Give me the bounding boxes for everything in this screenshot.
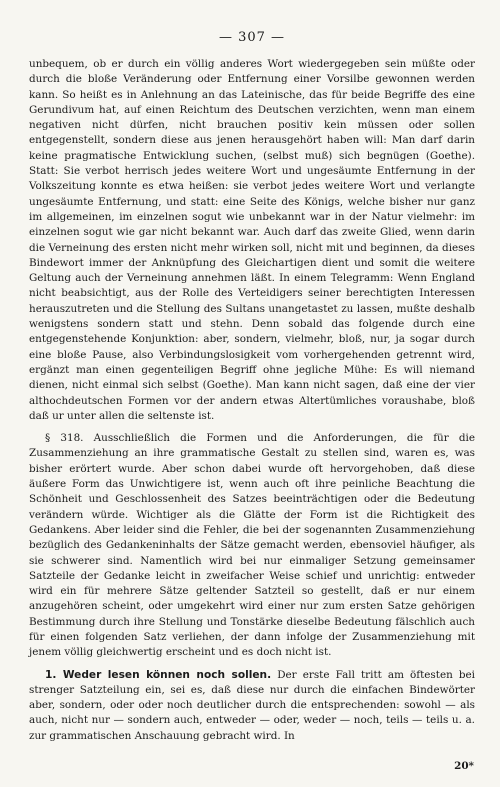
subsection-text: Der erste Fall tritt am öftesten bei strenger Satzteilung ein, sei es, daß diese nur durch die einfachen Bindewörter aber, sondern, oder oder noch deutlicher durch die entsprechenden: sowohl — als auch, nicht nur — sondern auch, entweder — oder, weder — noch, teils — teils u. a. zur grammatischen Anschauung gebracht wird. In [29, 668, 475, 742]
paragraph-continuation: unbequem, ob er durch ein völlig anderes Wort wiedergegeben sein müßte oder durch die bloße Veränderung oder Entfernung einer Vorsilbe gewonnen werden kann. So heißt es in Anlehnung an das Lateinische, das für beide Begriffe des eine Gerundivum hat, auf einen Reichtum des Deutschen verzichten, wenn man einem negativen nicht dürfen, nicht brauchen positiv kein müssen oder sollen entgegenstellt, sondern diese aus jenen herausgehört haben will: Man darf darin keine pragmatische Entwicklung suchen, (selbst muß) sich begnügen (Goethe). Statt: Sie verbot herrisch jedes weitere Wort und ungesäumte Entfernung in der Volkszeitung konnte es etwa heißen: sie verbot jedes weitere Wort und verlangte ungesäumte Entfernung, und statt: eine Seite des Königs, welche bisher nur ganz im allgemeinen, im einzelnen sogut wie unbekannt war in der Natur vielmehr: im einzelnen sogut wie gar nicht bekannt war. Auch darf das zweite Glied, wenn darin die Verneinung des ersten nicht mehr wirken soll, nicht mit und beginnen, da dieses Bindewort immer der Anknüpfung des Gleichartigen dient und somit die weitere Geltung auch der Verneinung annehmen läßt. In einem Telegramm: Wenn England nicht beabsichtigt, aus der Rolle des Verteidigers seiner berechtigten Interessen herauszutreten und die Stellung des Sultans unangetastet zu lassen, mußte deshalb wenigstens sondern statt und stehn. Denn sobald das folgende durch eine entgegenstehende Konjunktion: aber, sondern, vielmehr, bloß, nur, ja sogar durch eine bloße Pause, also Verbindungslosigkeit vom vorhergehenden getrennt wird, ergänzt man einen gegenteiligen Begriff ohne jegliche Mühe: Es will niemand dienen, nicht einmal sich selbst (Goethe). Man kann nicht sagen, daß eine der vier althochdeutschen Formen vor der andern etwas Altertümliches voraushabe, bloß daß ur unter allen die seltenste ist. [29, 58, 475, 422]
page-number: — 307 — [218, 30, 286, 45]
signature-mark: 20* [454, 760, 474, 772]
paragraph-section-318: § 318. Ausschließlich die Formen und die Anforderungen, die für die Zusammenziehung an ihre grammatische Gestalt zu stellen sind, waren es, was bisher erörtert wurde. Aber schon dabei wurde oft hervorgehoben, daß diese äußere Form das Unwichtigere ist, wenn auch oft ihre peinliche Beachtung die Schönheit und Geschlossenheit des Satzes beeinträchtigen oder die Bedeutung verändern würde. Wichtiger als die Glätte der Form ist die Richtigkeit des Gedankens. Aber leider sind die Fehler, die bei der sogenannten Zusammenziehung bezüglich des Gedankeninhalts der Sätze gemacht werden, ebensoviel häufiger, als sie schwerer sind. Namentlich wird bei nur einmaliger Setzung gemeinsamer Satzteile der Gedanke leicht in zweifacher Weise schief und unrichtig: entweder wird ein für mehrere Sätze geltender Satzteil so gestellt, daß er nur einem anzugehören scheint, oder umgekehrt wird einer nur zum ersten Satze gehörigen Bestimmung durch ihre Stellung und Tonstärke dieselbe Bedeutung fälschlich auch für einen folgenden Satz verliehen, der dann infolge der Zusammenziehung mit jenem völlig gleichwertig erscheint und es doch nicht ist. [29, 432, 475, 659]
book-page [29, 30, 475, 744]
paragraph-weder-lesen [29, 668, 475, 744]
subsection-heading: 1. Weder lesen können noch sollen. [45, 668, 272, 681]
